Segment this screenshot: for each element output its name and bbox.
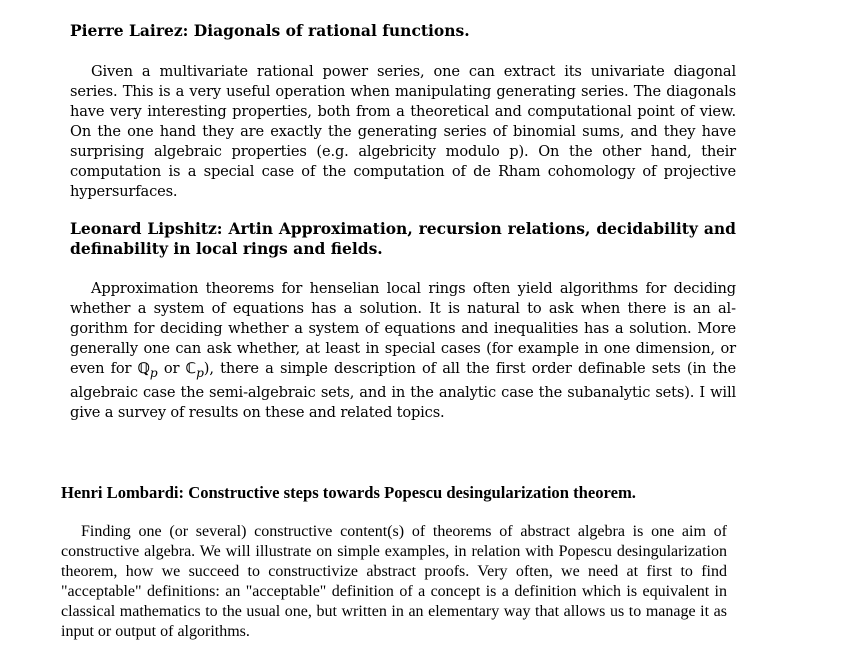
- math-symbol-c: ℂ: [185, 360, 197, 377]
- abstract-title: Henri Lombardi: Constructive steps towards Popescu desingularization theorem.: [61, 483, 636, 502]
- abstract-title: Leonard Lipshitz: Artin Approximation, recursion relations, decidability and definability in local rings and fields.: [70, 219, 736, 258]
- abstract-title: Pierre Lairez: Diagonals of rational functions.: [70, 21, 470, 40]
- abstract-lombardi: [61, 482, 727, 642]
- abstract-body: [70, 279, 736, 423]
- abstract-body: Given a multivariate rational power series, one can extract its univariate diagonal series. This is a very useful operation when manipulating generating series. The diagonals have very interesting properties, both from a theoretical and computational point of view. On the one hand they are exactly the generating series of binomial sums, and they have surprising algebraic properties (e.g. algebricity modulo p). On the other hand, their computation is a special case of the computation of de Rham cohomology of projective hypersurfaces.: [70, 63, 736, 200]
- abstract-lairez: [70, 20, 736, 202]
- abstract-body-text: or: [157, 360, 186, 377]
- math-symbol-q: ℚ: [137, 360, 150, 377]
- abstract-body-text: ), there a simple description of all the first order definable sets (in the algebraic case the semi-algebraic sets, and in the analytic case the subanalytic sets). I will give a survey of results on these and related topics.: [70, 360, 736, 421]
- math-subscript-p: p: [196, 365, 204, 380]
- abstract-body: Finding one (or several) constructive content(s) of theorems of abstract algebra is one aim of constructive algebra. We will illustrate on simple examples, in relation with Popescu desingularization theorem, how we succeed to constructivize abstract proofs. Very often, we need at first to find "acceptable" definitions: an "acceptable" definition of a concept is a definition which is equivalent in classical mathematics to the usual one, but written in an elementary way that allows us to manage it as input or output of algorithms.: [61, 523, 727, 640]
- abstract-body-text: Approximation theorems for henselian local rings often yield algorithms for deciding whether a system of equations has a solution. It is natural to ask when there is an algorithm for deciding whether a system of equations and inequalities has a solution. More generally one can ask whether, at least in special cases (for example in one dimension, or even for: [70, 280, 736, 377]
- math-subscript-p: p: [149, 365, 158, 380]
- abstract-lipshitz: [70, 219, 736, 423]
